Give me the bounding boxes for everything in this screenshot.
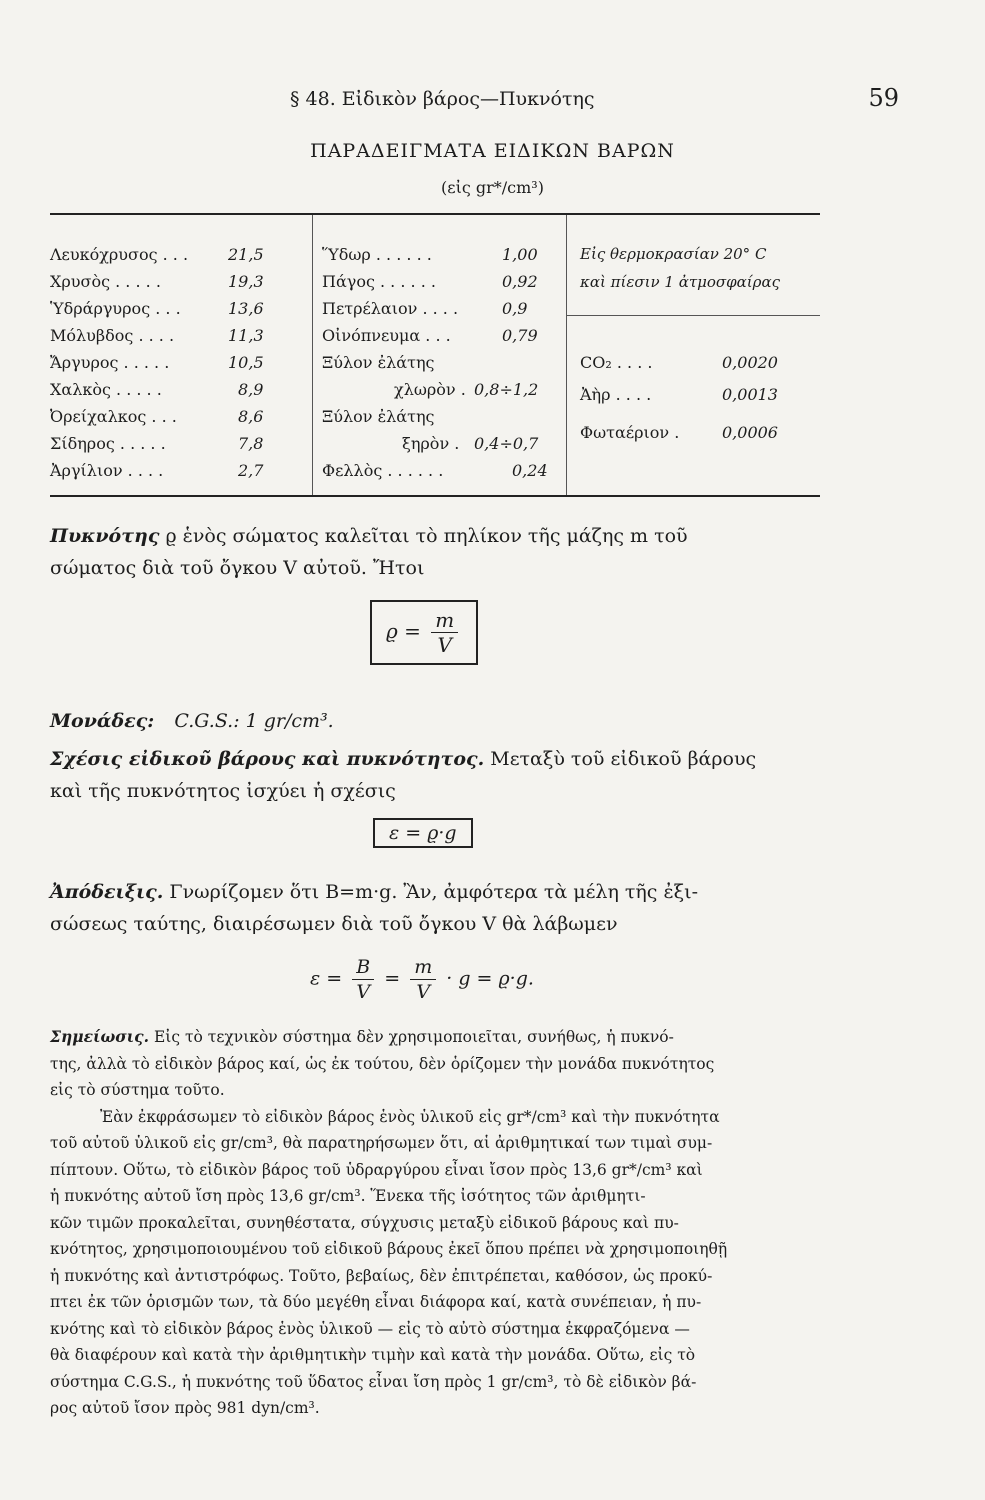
table-row: Σίδηρος . . . . . 7,8 (50, 434, 264, 453)
relation-paragraph: Σχέσις εἰδικοῦ βάρους καὶ πυκνότητος. Μεταξὺ τοῦ εἰδικοῦ βάρους καὶ τῆς πυκνότητος ἰσχύει ἡ σχέσις (50, 748, 757, 802)
density-definition: Πυκνότης ϱ ἑνὸς σώματος καλεῖται τὸ πηλίκον τῆς μάζης m τοῦ σώματος διὰ τοῦ ὄγκου V αὐτοῦ. Ἤτοι (50, 525, 688, 579)
specific-weight-table (50, 213, 820, 497)
table-row: Ὀρείχαλκος . . . 8,6 (50, 407, 264, 426)
table-row: Πετρέλαιον . . . . 0,9 (322, 299, 528, 318)
conditions-note: Εἰς θερμοκρασίαν 20° C (580, 245, 767, 263)
table-row: Οἰνόπνευμα . . . 0,79 (322, 326, 538, 345)
table-row: Χαλκὸς . . . . . 8,9 (50, 380, 264, 399)
table-title: ΠΑΡΑΔΕΙΓΜΑΤΑ ΕΙΔΙΚΩΝ ΒΑΡΩΝ (310, 140, 675, 162)
section-heading: § 48. Εἰδικὸν βάρος—Πυκνότης (290, 88, 595, 110)
table-row: Φελλὸς . . . . . . 0,24 (322, 461, 548, 480)
table-row: Ἄργυρος . . . . . 10,5 (50, 353, 264, 372)
proof-term: Ἀπόδειξις. (50, 881, 164, 903)
density-term: Πυκνότης (50, 525, 160, 547)
relation-formula: ε = ϱ·g (373, 818, 473, 848)
table-row: Ἀργίλιον . . . . 2,7 (50, 461, 264, 480)
proof-paragraph: Ἀπόδειξις. Γνωρίζομεν ὅτι B=m·g. Ἂν, ἀμφότερα τὰ μέλη τῆς ἐξι- σώσεως ταύτης, διαιρέσωμεν διὰ τοῦ ὄγκου V θὰ λάβωμεν (50, 881, 698, 935)
page-header (0, 84, 985, 118)
proof-formula: ε = $\frac{B}{V}$ = $\frac{m}{V}$ · g = ϱ·g. (310, 956, 534, 1003)
table-subtitle: (εἰς gr*/cm³) (441, 178, 544, 197)
conditions-note: καὶ πίεσιν 1 ἀτμοσφαίρας (580, 273, 781, 291)
table-row: ξηρὸν . 0,4÷0,7 (402, 434, 539, 453)
table-row: Ὑδράργυρος . . . 13,6 (50, 299, 264, 318)
page-number: 59 (868, 84, 899, 112)
table-row: Χρυσὸς . . . . . 19,3 (50, 272, 264, 291)
note-paragraph: Σημείωσις. Εἰς τὸ τεχνικὸν σύστημα δὲν χρησιμοποιεῖται, συνήθως, ἡ πυκνό- της, ἀλλὰ τὸ εἰδικὸν βάρος καί, ὡς ἐκ τούτου, δὲν ὁρίζομεν τὴν μονάδα πυκνότητος εἰς τὸ σύστημα τοῦτο. Ἐὰν ἐκφράσωμεν τὸ εἰδικὸν βάρος ἑνὸς ὑλικοῦ εἰς gr*/cm³ καὶ τὴν πυκνότητα τοῦ αὐτοῦ ὑλικοῦ εἰς gr/cm³, θὰ παρατηρήσωμεν ὅτι, αἱ ἀριθμητικαί των τιμαὶ συμ- πίπτουν. Οὕτω, τὸ εἰδικὸν βάρος τοῦ ὑδραργύρου εἶναι ἴσον πρὸς 13,6 gr*/cm³ καὶ ἡ πυκνότης αὐτοῦ ἴση πρὸς 13,6 gr/cm³. Ἕνεκα τῆς ἰσότητος τῶν ἀριθμητι- κῶν τιμῶν προκαλεῖται, συνηθέστατα, σύγχυσις μεταξὺ εἰδικοῦ βάρους καὶ πυ- κνότητος, χρησιμοποιουμένου τοῦ εἰδικοῦ βάρους ἐκεῖ ὅπου πρέπει νὰ χρησιμοποιηθῇ ἡ πυκνότης καὶ ἀντιστρόφως. Τοῦτο, βεβαίως, δὲν ἐπιτρέπεται, καθόσον, ὡς προκύ- πτει ἐκ τῶν ὁρισμῶν των, τὰ δύο μεγέθη εἶναι διάφορα καί, κατὰ συνέπειαν, ἡ πυ- κνότης καὶ τὸ εἰδικὸν βάρος ἑνὸς ὑλικοῦ — εἰς τὸ αὐτὸ σύστημα ἐκφραζόμενα — θὰ διαφέρουν καὶ κατὰ τὴν ἀριθμητικὴν τιμὴν καὶ κατὰ τὴν μονάδα. Οὕτω, εἰς τὸ σύστημα C.G.S., ἡ πυκνότης τοῦ ὕδατος εἶναι ἴση πρὸς 1 gr/cm³, τὸ δὲ εἰδικὸν βά- ρος αὐτοῦ ἴσον πρὸς 981 dyn/cm³. (50, 1027, 728, 1417)
table-row: Πάγος . . . . . . 0,92 (322, 272, 538, 291)
column-divider (566, 315, 820, 316)
table-row: Μόλυβδος . . . . 11,3 (50, 326, 264, 345)
column-divider (312, 215, 313, 495)
table-row: Ξύλον ἐλάτης (322, 353, 435, 372)
table-row: Ἀὴρ . . . . 0,0013 (580, 385, 778, 404)
table-row: Λευκόχρυσος . . . 21,5 (50, 245, 264, 264)
units-line: Μονάδες: C.G.S.: 1 gr/cm³. (50, 710, 334, 732)
relation-title: Σχέσις εἰδικοῦ βάρους καὶ πυκνότητος. (50, 748, 485, 770)
table-row: Ξύλον ἐλάτης (322, 407, 435, 426)
units-term: Μονάδες: (50, 710, 155, 732)
column-divider (566, 215, 567, 495)
table-row: CO₂ . . . . 0,0020 (580, 353, 778, 372)
note-term: Σημείωσις. (50, 1027, 150, 1046)
table-row: χλωρὸν . 0,8÷1,2 (394, 380, 539, 399)
table-row: Ὕδωρ . . . . . . 1,00 (322, 245, 538, 264)
density-formula: ϱ = $\frac{m}{V}$ (370, 600, 478, 665)
table-row: Φωταέριον . 0,0006 (580, 423, 778, 442)
